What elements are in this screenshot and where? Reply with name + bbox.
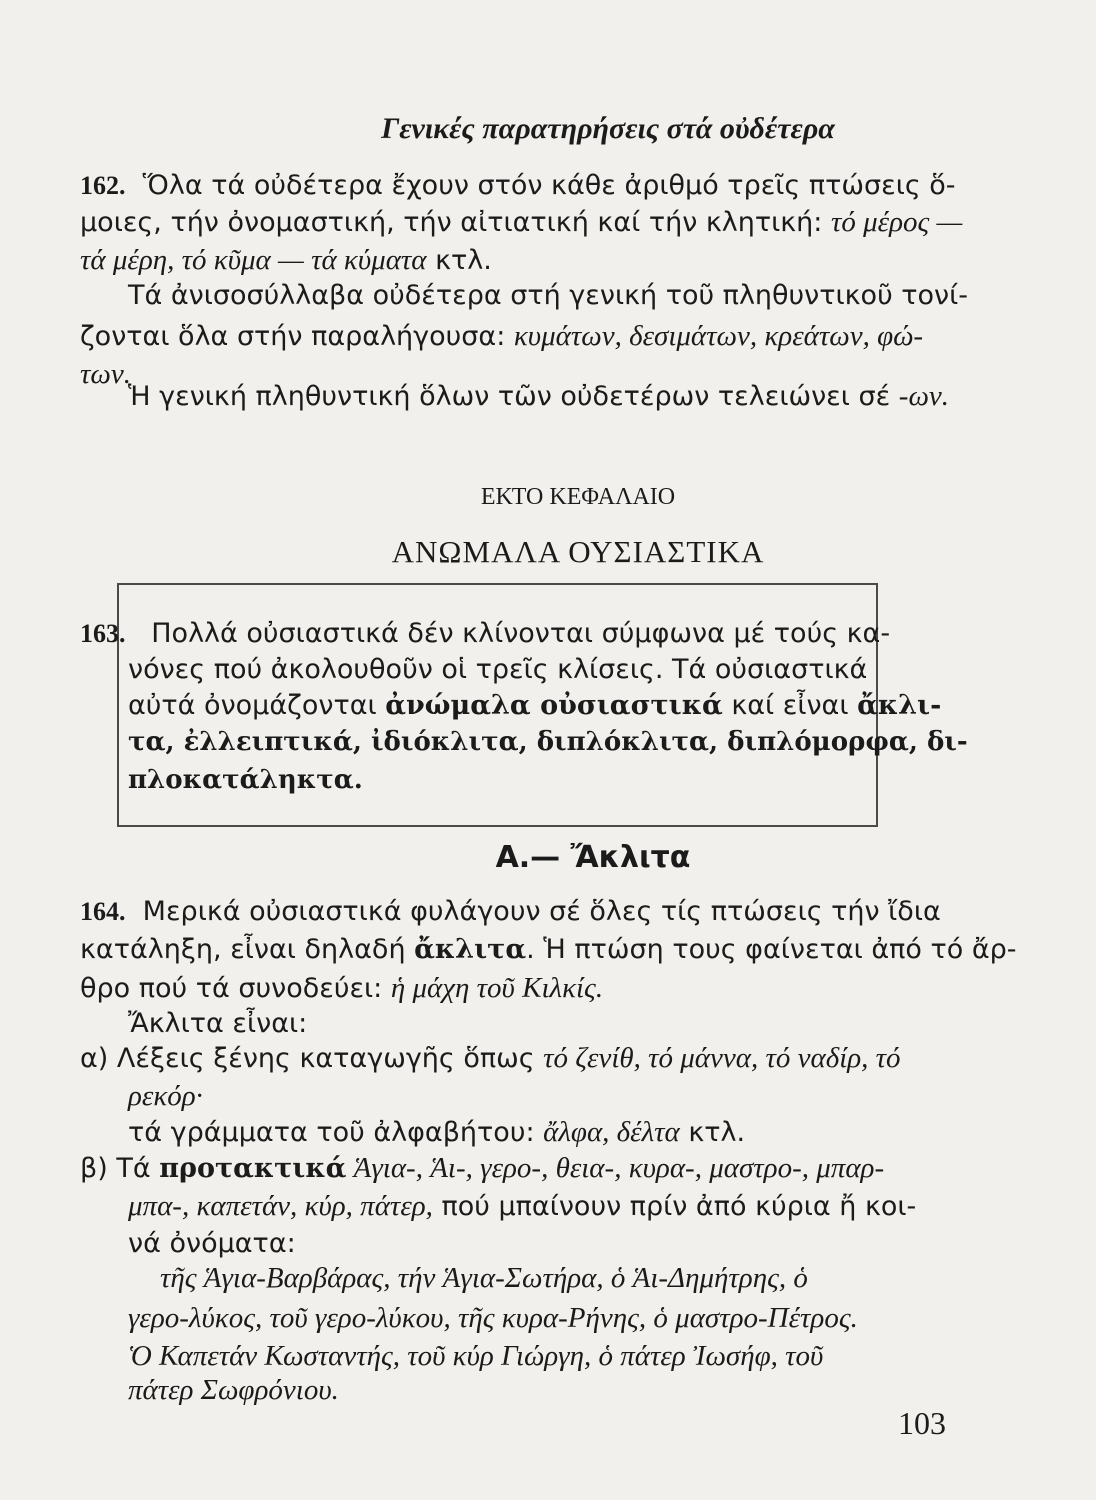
p164-item-a-line-1: α) Λέξεις ξένης καταγωγῆς ὅπως τό ζενίθ, τό μάννα, τό ναδίρ, τό: [80, 1042, 901, 1074]
paragraph-number-163: 163.: [80, 619, 126, 648]
p162-line-7: Ἡ γενική πληθυντική ὅλων τῶν οὐδετέρων τελειώνει σέ -ων.: [128, 380, 950, 412]
p164-item-a-line-2: ρεκόρ·: [128, 1080, 203, 1112]
p162-line-5: ζονται ὅλα στήν παραλήγουσα: κυμάτων, δεσιμάτων, κρεάτων, φώ-: [80, 320, 924, 352]
p162-line-2: μοιες, τήν ὀνομαστική, τήν αἰτιατική καί τήν κλητική: τό μέρος —: [80, 206, 963, 238]
p164-item-a-line-3: τά γράμματα τοῦ ἀλφαβήτου: ἄλφα, δέλτα κτλ.: [128, 1116, 746, 1148]
p163-line-5: πλοκατάληκτα.: [128, 765, 363, 795]
p164-line-3: θρο πού τά συνοδεύει: ἡ μάχη τοῦ Κιλκίς.: [80, 972, 604, 1004]
p162-line-3: τά μέρη, τό κῦμα — τά κύματα κτλ.: [80, 244, 492, 276]
p162-line-6: των.: [80, 358, 131, 390]
p164-example-line-4: πάτερ Σωφρόνιου.: [128, 1374, 339, 1406]
p164-item-b-line-2: μπα-, καπετάν, κύρ, πάτερ, πού μπαίνουν πρίν ἀπό κύρια ἤ κοι-: [128, 1190, 917, 1222]
section-title-neuter: Γενικές παρατηρήσεις στά οὐδέτερα: [381, 112, 835, 145]
p164-line-1: 164. Μερικά οὐσιαστικά φυλάγουν σέ ὅλες τίς πτώσεις τήν ἴδια: [80, 896, 941, 927]
p163-line-3: αὐτά ὀνομάζονται ἀνώμαλα οὐσιαστικά καί εἶναι ἄκλι-: [128, 690, 942, 721]
p164-example-line-1: τῆς Ἁγια-Βαρβάρας, τήν Ἁγια-Σωτήρα, ὁ Ἁι-Δημήτρης, ὁ: [160, 1262, 808, 1294]
paragraph-number-164: 164.: [80, 897, 126, 926]
p162-line-4: Τά ἀνισοσύλλαβα οὐδέτερα στή γενική τοῦ πληθυντικοῦ τονί-: [128, 280, 969, 311]
chapter-label: ΕΚΤΟ ΚΕΦΑΛΑΙΟ: [480, 484, 676, 510]
p163-line-2: νόνες πού ἀκολουθοῦν οἱ τρεῖς κλίσεις. Τά οὐσιαστικά: [128, 654, 868, 685]
p164-item-b-line-1: β) Τά προτακτικά Ἁγια-, Ἁι-, γερο-, θεια-, κυρα-, μαστρο-, μπαρ-: [80, 1152, 885, 1184]
paragraph-number-162: 162.: [80, 171, 126, 200]
chapter-title: ΑΝΩΜΑΛΑ ΟΥΣΙΑΣΤΙΚΑ: [391, 534, 765, 569]
p163-line-4: τα, ἐλλειπτικά, ἰδιόκλιτα, διπλόκλιτα, διπλόμορφα, δι-: [128, 727, 968, 757]
p164-line-2: κατάληξη, εἶναι δηλαδή ἄκλιτα. Ἡ πτώση τους φαίνεται ἀπό τό ἄρ-: [80, 934, 1017, 965]
p164-item-b-line-3: νά ὀνόματα:: [128, 1228, 296, 1259]
section-title-aklita: Α.— Ἄκλιτα: [495, 840, 691, 875]
p164-example-line-3: Ὁ Καπετάν Κωσταντής, τοῦ κύρ Γιώργη, ὁ πάτερ Ἰωσήφ, τοῦ: [128, 1340, 824, 1372]
p164-line-4: Ἄκλιτα εἶναι:: [128, 1008, 308, 1039]
p164-example-line-2: γερο-λύκος, τοῦ γερο-λύκου, τῆς κυρα-Ρήνης, ὁ μαστρο-Πέτρος.: [128, 1302, 858, 1334]
p163-line-1: 163. Πολλά οὐσιαστικά δέν κλίνονται σύμφωνα μέ τούς κα-: [80, 618, 891, 649]
p162-line-1: 162. Ὅλα τά οὐδέτερα ἔχουν στόν κάθε ἀριθμό τρεῖς πτώσεις ὅ-: [80, 170, 956, 201]
page-number: 103: [898, 1405, 946, 1441]
